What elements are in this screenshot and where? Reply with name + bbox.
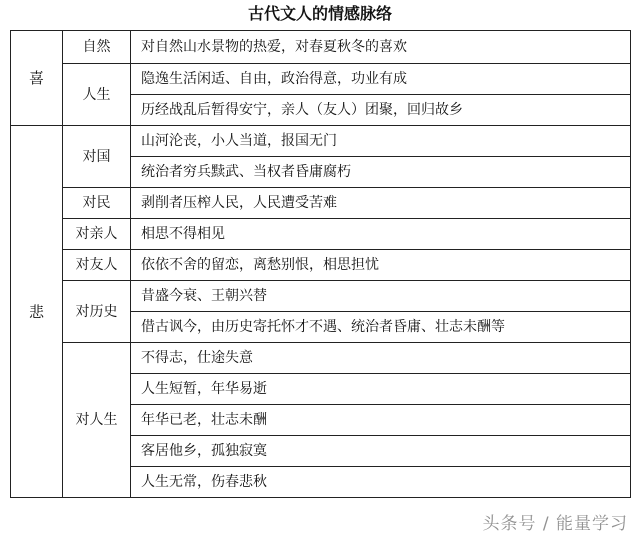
sub-people: 对民 <box>63 188 131 219</box>
sub-own-life: 对人生 <box>63 343 131 498</box>
table-row <box>11 188 631 219</box>
watermark: 头条号 / 能量学习 <box>482 514 628 534</box>
sub-country: 对国 <box>63 126 131 188</box>
row-content: 隐逸生活闲适、自由，政治得意，功业有成 <box>131 64 631 95</box>
row-content: 不得志，仕途失意 <box>131 343 631 374</box>
table-row <box>11 343 631 374</box>
table-row <box>11 31 631 64</box>
row-content: 统治者穷兵黩武、当权者昏庸腐朽 <box>131 157 631 188</box>
row-content: 人生无常，伤春悲秋 <box>131 467 631 498</box>
table-row <box>11 219 631 250</box>
row-content: 山河沦丧，小人当道，报国无门 <box>131 126 631 157</box>
row-content: 客居他乡，孤独寂寞 <box>131 436 631 467</box>
row-content: 相思不得相见 <box>131 219 631 250</box>
row-content: 剥削者压榨人民，人民遭受苦难 <box>131 188 631 219</box>
row-content: 年华已老，壮志未酬 <box>131 405 631 436</box>
emotion-table <box>10 30 631 498</box>
row-content: 历经战乱后暂得安宁，亲人（友人）团聚，回归故乡 <box>131 95 631 126</box>
row-content: 借古讽今，由历史寄托怀才不遇、统治者昏庸、壮志未酬等 <box>131 312 631 343</box>
sub-life: 人生 <box>63 64 131 126</box>
row-content: 人生短暂，年华易逝 <box>131 374 631 405</box>
table-row <box>11 64 631 95</box>
table-title: 古代文人的情感脉络 <box>247 4 392 23</box>
category-sorrow: 悲 <box>11 126 63 498</box>
sub-friends: 对友人 <box>63 250 131 281</box>
row-content: 昔盛今衰、王朝兴替 <box>131 281 631 312</box>
row-content: 对自然山水景物的热爱，对春夏秋冬的喜欢 <box>131 31 631 64</box>
table-row <box>11 281 631 312</box>
sub-history: 对历史 <box>63 281 131 343</box>
row-content: 依依不舍的留恋，离愁别恨，相思担忧 <box>131 250 631 281</box>
category-joy: 喜 <box>11 31 63 126</box>
sub-relatives: 对亲人 <box>63 219 131 250</box>
table-row <box>11 126 631 157</box>
table-row <box>11 250 631 281</box>
sub-nature: 自然 <box>63 31 131 64</box>
